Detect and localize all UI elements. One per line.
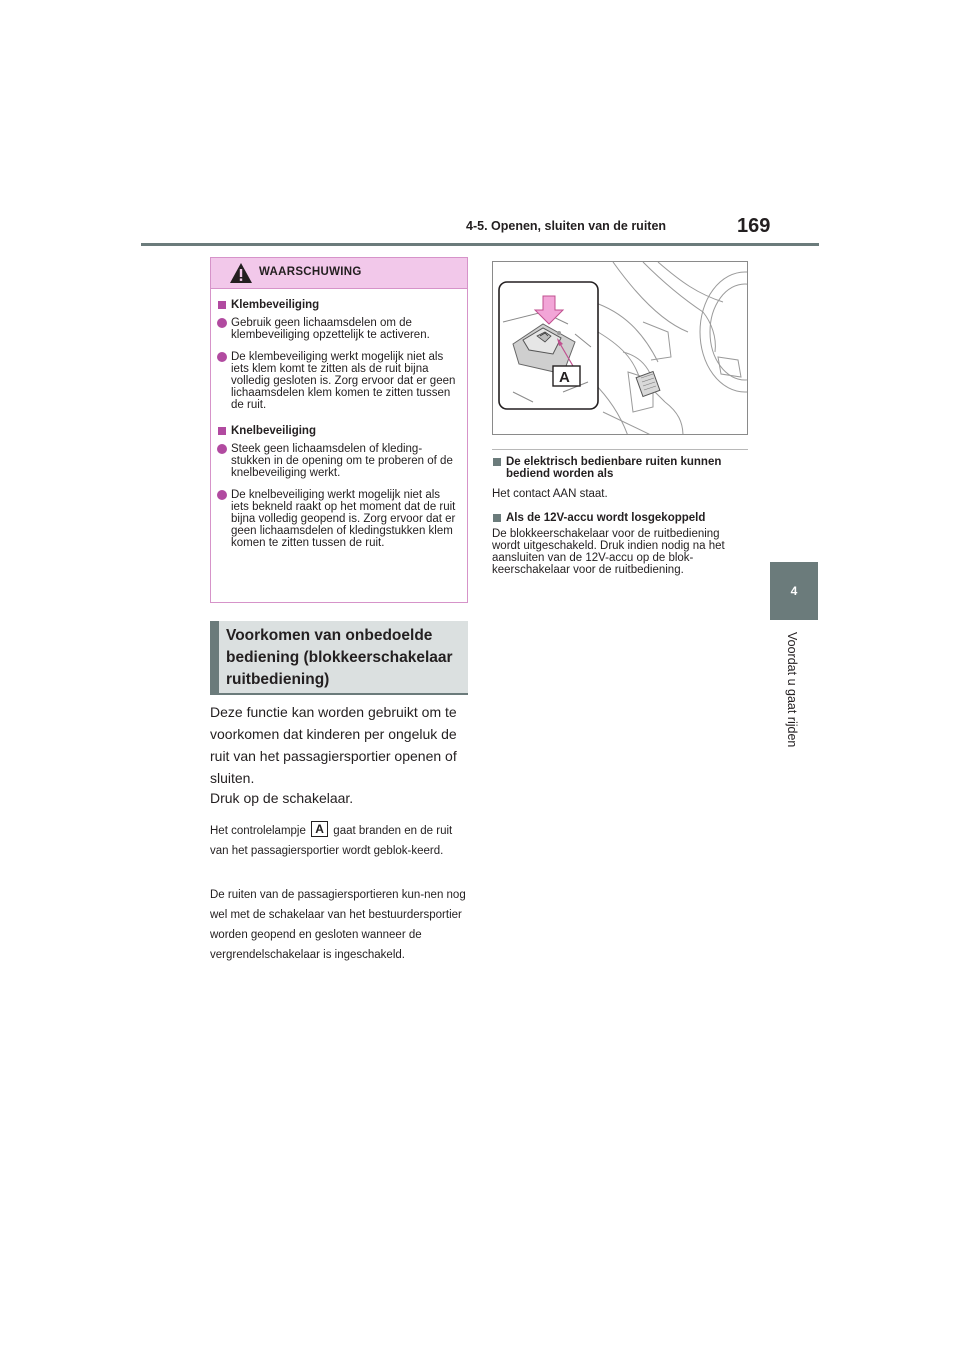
note-text: De blokkeerschakelaar voor de ruitbediening wordt uitgeschakeld. Druk indien nodig na het aansluiten van de 12V-accu op de blok-keerschakelaar voor de ruitbediening. [492,528,725,576]
warning-bullet: Steek geen lichaamsdelen of kleding-stukken in de opening om te proberen of de knelbeveiliging werkt. [217,443,457,479]
section-intro: Deze functie kan worden gebruikt om te voorkomen dat kinderen per ongeluk de ruit van het passagiersportier openen of sluiten. [210,704,457,786]
figure-callout-a: A [559,369,570,386]
warning-bullet: Gebruik geen lichaamsdelen om de klembeveiliging opzettelijk te activeren. [217,317,457,341]
window-lock-switch-figure [492,261,748,435]
note-battery [492,512,750,576]
round-bullet-icon [217,352,227,362]
square-bullet-icon [493,514,501,522]
round-bullet-icon [217,444,227,454]
callout-a-marker: A [311,821,328,837]
page-number: 169 [737,215,771,237]
section-title-bar [210,621,219,693]
section-note: De ruiten van de passagiersportieren kun-nen nog wel met de schakelaar van het bestuurdersportier worden geopend en gesloten wanneer de vergrendelschakelaar is ingeschakeld. [210,889,466,961]
section-header: 4-5. Openen, sluiten van de ruiten [466,219,667,233]
note-heading: Als de 12V-accu wordt losgekoppeld [492,512,750,524]
warning-header [211,258,467,289]
warning-box [210,257,468,603]
square-bullet-icon [218,301,226,309]
warning-bullet: De knelbeveiliging werkt mogelijk niet als iets bekneld raakt op het moment dat de ruit bijna volledig geopend is. Zorg ervoor dat er geen lichaamsdelen of kledingstukken klem komen te zitten tussen de ruit. [217,489,457,549]
chapter-tab: 4 [770,562,818,620]
section-instruction: Druk op de schakelaar. [210,790,354,806]
window-lock-switch-illustration-icon [493,262,748,435]
round-bullet-icon [217,490,227,500]
lamp-description: Het controlelampje A gaat branden en de ruit van het passagiersportier wordt geblok-keerd. [210,822,453,857]
note-heading: De elektrisch bedienbare ruiten kunnen bediend worden als [492,456,750,480]
warning-subheading: Klembeveiliging [217,299,457,311]
warning-subheading: Knelbeveiliging [217,425,457,437]
note-text: Het contact AAN staat. [492,488,608,500]
figure-rule [492,449,748,450]
warning-title: WAARSCHUWING [259,266,362,278]
section-title: Voorkomen van onbedoelde bediening (blokkeerschakelaar ruitbediening) [226,627,453,688]
note-conditions [492,456,750,500]
warning-bullet: De klembeveiliging werkt mogelijk niet als iets klem komt te zitten als de ruit bijna volledig gesloten is. Zorg ervoor dat er geen lichaamsdelen klem komen te zitten tussen de ruit. [217,351,457,411]
square-bullet-icon [218,427,226,435]
chapter-title: Voordat u gaat rijden [785,632,799,748]
section-title-box [210,621,468,695]
round-bullet-icon [217,318,227,328]
header-rule [141,243,819,246]
square-bullet-icon [493,458,501,466]
warning-icon [229,262,253,284]
